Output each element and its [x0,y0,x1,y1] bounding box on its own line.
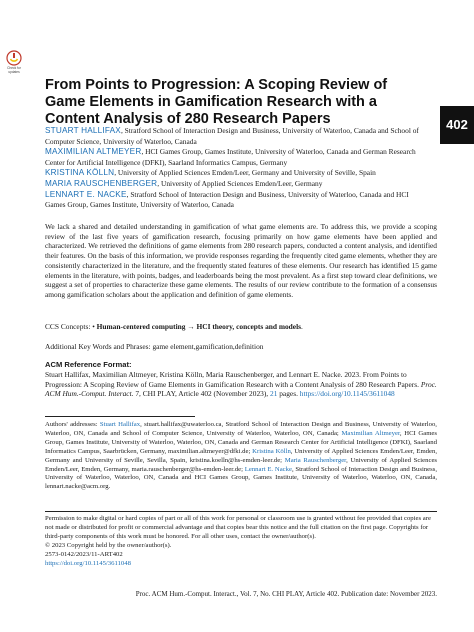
author-name[interactable]: STUART HALLIFAX [45,126,121,135]
ccs-concepts [45,322,437,332]
permission-block [45,515,437,568]
author-name[interactable]: LENNART E. NACKE [45,189,127,199]
author-affiliation: , University of Applied Sciences Emden/Leer, Germany and University of Seville, Spain [114,168,376,178]
ccs-value: Human-centered computing → HCI theory, concepts and models [96,322,302,331]
author-name[interactable]: MARIA RAUSCHENBERGER [45,178,158,188]
keywords: Additional Key Words and Phrases: game element,gamification,definition [45,342,264,351]
paper-title: From Points to Progression: A Scoping Review of Game Elements in Gamification Research with a Content Analysis of 280 Research Papers [45,77,388,127]
copyright-line: © 2023 Copyright held by the owner/author(s). [45,541,172,549]
address-text: , University of Applied Sciences Emden/Leer, Emden, Germany and University of Seville, Sevilla, Spain, kristina.koelln@hs-emden-leer.de; [45,447,437,464]
issn-line: 2573-0142/2023/11-ART402 [45,550,123,558]
ccs-end: . [301,322,303,331]
author-name[interactable]: MAXIMILIAN ALTMEYER [45,147,142,157]
reference-pages-link[interactable]: 21 [270,389,278,399]
author-list [45,126,421,211]
address-text: , Stratford School of Interaction Design and Business, University of Waterloo, Waterloo, ON, Canada and HCI Games Group, Games Institute, University of Waterloo, Waterloo, ON, Canada, lennart.nacke@acm.org. [45,465,437,491]
address-author-link[interactable]: Maximilian Altmeyer [341,429,400,437]
address-author-link[interactable]: Kristina Kölln [252,447,291,455]
address-author-link[interactable]: Lennart E. Nacke [244,465,292,473]
author-affiliation: , University of Applied Sciences Emden/Leer, Germany [157,178,323,188]
article-number-tab: 402 [440,106,474,144]
author-affiliation: , HCI Games Group, Games Institute, University of Waterloo, Canada and German Research Center for Artificial Intelligence (DFKI), Saarland Informatics Campus, Germany [45,147,416,167]
check-for-updates-icon [6,50,22,66]
author-affiliation: , Stratford School of Interaction Design and Business, University of Waterloo, Canada and HCI Games Group, Games Institute, University of Waterloo, Canada [45,189,409,210]
address-text: , University of Applied Sciences Emden/Leer, Emden, Germany, maria.rauschenberger@hs-emden-leer.de; [45,456,438,473]
footnote-divider [45,416,195,417]
reference-format [45,370,437,399]
check-for-updates-label: Check for updates [7,66,21,74]
permission-divider [45,511,437,512]
author-affiliation: , Stratford School of Interaction Design and Business, University of Waterloo, Canada and School of Computer Science, University of Waterloo, Canada [45,126,419,146]
author-entry [45,168,421,179]
reference-text-2: 7, CHI PLAY, Article 402 (November 2023), [133,389,270,399]
author-name[interactable]: KRISTINA KÖLLN [45,168,115,178]
author-entry [45,126,421,147]
author-addresses [45,421,437,492]
author-entry [45,190,421,211]
reference-text: Stuart Hallifax, Maximilian Altmeyer, Kristina Kölln, Maria Rauschenberger, and Lennart E. Nacke. 2023. From Points to Progression: A Scoping Review of Game Elements in Gamification Research with a Content Analysis of 280 Research Papers. [45,370,421,389]
address-text: , stuart.hallifax@uwaterloo.ca, Stratford School of Interaction Design and Business, University of Waterloo, Waterloo, ON, Canada and School of Computer Science, University of Waterloo, Waterloo, ON, Canada; [45,421,437,437]
permission-doi-link[interactable]: https://doi.org/10.1145/3611048 [45,559,131,567]
reference-pages: pages. [277,389,300,399]
author-entry [45,179,421,190]
reference-doi-link[interactable]: https://doi.org/10.1145/3611048 [299,389,395,399]
address-text: Authors' addresses: [45,421,100,428]
check-for-updates-badge[interactable] [3,50,25,86]
permission-notice: Permission to make digital or hard copies of part or all of this work for personal or classroom use is granted without fee provided that copies are not made or distributed for profit or commercial advantage and that copies bear this notice and the full citation on the first page. Copyrights for third-party components of this work must be honored. For all other uses, contact the owner/author(s). [45,515,431,540]
abstract: We lack a shared and detailed understanding in gamification of what game elements are. To address this, we provide a scoping review of the last five years of gamification research, focusing primarily on how game elements have been applied and characterized. We retrieved the definitions of game elements from 280 research papers, conducted a content analysis, and identified their features. On the basis of this information, we provide responses regarding the frequently cited game elements, whether they are consistently characterized in the literature, and the frequently stated features of these elements. Our research has identified 15 game elements in the literature, with points, badges, and leaderboards being the most prevalent. As a first step toward clear definitions, we suggest a set of properties to characterize these game elements. The results of our review contribute to the formation of a consensus among gamification scholars about the application and definition of game elements. [45,222,437,299]
reference-heading: ACM Reference Format: [45,360,132,369]
address-author-link[interactable]: Maria Rauschenberger [284,456,347,464]
page-footer: Proc. ACM Hum.-Comput. Interact., Vol. 7, No. CHI PLAY, Article 402. Publication date: November 2023. [135,590,437,598]
ccs-label: CCS Concepts: • [45,322,95,331]
author-entry [45,147,421,168]
address-author-link[interactable]: Stuart Hallifax [99,421,141,428]
reference-venue: Proc. ACM Hum.-Comput. Interact. [45,379,437,399]
address-text: , HCI Games Group, Games Institute, University of Waterloo, Waterloo, ON, Canada and German Research Center for Artificial Intelligence (DFKI), Saarland Informatics Campus, Saarbrücken, Germany, maximilian.altmeyer@dfki.de; [45,429,437,455]
